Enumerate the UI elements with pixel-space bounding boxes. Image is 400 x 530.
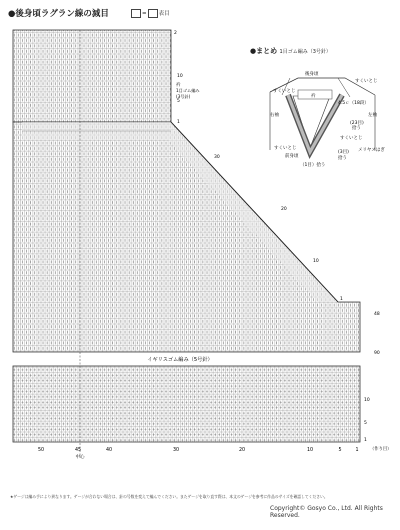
row-label-m1: 1 — [340, 297, 343, 302]
tick-10: 10 — [306, 448, 314, 453]
yoke-label-3: (3号針) — [176, 94, 191, 99]
tick-5: 5 — [338, 448, 342, 453]
label-meriyasu: メリヤスはぎ — [358, 148, 385, 153]
band-label: イギリスゴム編み（5号針） — [147, 357, 213, 363]
yoke-label-1: 衿 — [176, 83, 181, 88]
row-label-u5: 5 — [177, 99, 180, 104]
tick-20: 20 — [238, 448, 246, 453]
label-sukui-bl: すくいとじ — [274, 146, 297, 151]
row-label-90: 90 — [374, 351, 380, 356]
label-collar: 衿 — [311, 94, 316, 99]
matome-heading: ●まとめ — [250, 47, 278, 55]
legend-knit-label: 表目 — [158, 11, 170, 17]
bottom-tick-labels — [38, 447, 359, 453]
label-pick1: (23目) — [350, 121, 364, 126]
tick-40: 40 — [105, 448, 113, 453]
label-sukui-tl: すくいとじ — [273, 89, 296, 94]
row-label-l10: 10 — [364, 398, 370, 403]
label-pick2: (3目) — [338, 150, 349, 155]
row-label-u10: 10 — [177, 74, 183, 79]
label-measure: 4.5ｃ（18段） — [338, 101, 369, 106]
row-label-m20: 20 — [281, 207, 287, 212]
copyright: Copyright© Gosyo Co., Ltd. All Rights Reserved. — [270, 505, 383, 519]
row-label-m30: 30 — [214, 155, 220, 160]
row-label-l1: 1 — [364, 438, 367, 443]
row-label-l5: 5 — [364, 421, 367, 426]
label-front: 前身頃 — [285, 154, 299, 159]
label-pick2b: 拾う — [338, 156, 347, 161]
tick-30: 30 — [172, 448, 180, 453]
yoke-grid — [13, 30, 171, 122]
matome-title — [250, 46, 331, 56]
gauge-footnote: ★ゲージは編み手により異なります。ゲージが合わない場合は、針の号数を変えて編んでください。またゲージを取り直す際は、本文のゲージを参考に作品のサイズを確認してください。 — [10, 494, 328, 499]
row-label-top: 2 — [174, 31, 177, 36]
label-pick3: （1目）拾う — [300, 163, 326, 168]
page-title: ●後身頃ラグラン線の減目 — [8, 9, 109, 19]
legend-equal: = — [142, 11, 147, 17]
row-label-m10: 10 — [313, 259, 319, 264]
label-pick1b: 拾う — [352, 126, 361, 131]
label-back: 後身頃 — [305, 72, 319, 77]
matome-subtitle: 1目ゴム編み（3号針） — [279, 49, 331, 55]
tick-50: 50 — [37, 448, 45, 453]
rib-grid — [13, 366, 360, 442]
tick-1: 1 — [355, 448, 359, 453]
tick-45: 45 — [74, 448, 82, 453]
label-left-sleeve: 左袖 — [368, 113, 377, 118]
row-label-u1: 1 — [177, 120, 180, 125]
center-label: 中心 — [75, 455, 85, 460]
label-right-sleeve: 右袖 — [270, 113, 279, 118]
label-sukui-br: すくいとじ — [340, 136, 363, 141]
label-sukui-tr: すくいとじ — [355, 79, 378, 84]
row-label-48: 48 — [374, 312, 380, 317]
cast-on-label: （作り目） — [370, 447, 392, 452]
yoke-label-2: 1目ゴム編み — [176, 88, 200, 93]
